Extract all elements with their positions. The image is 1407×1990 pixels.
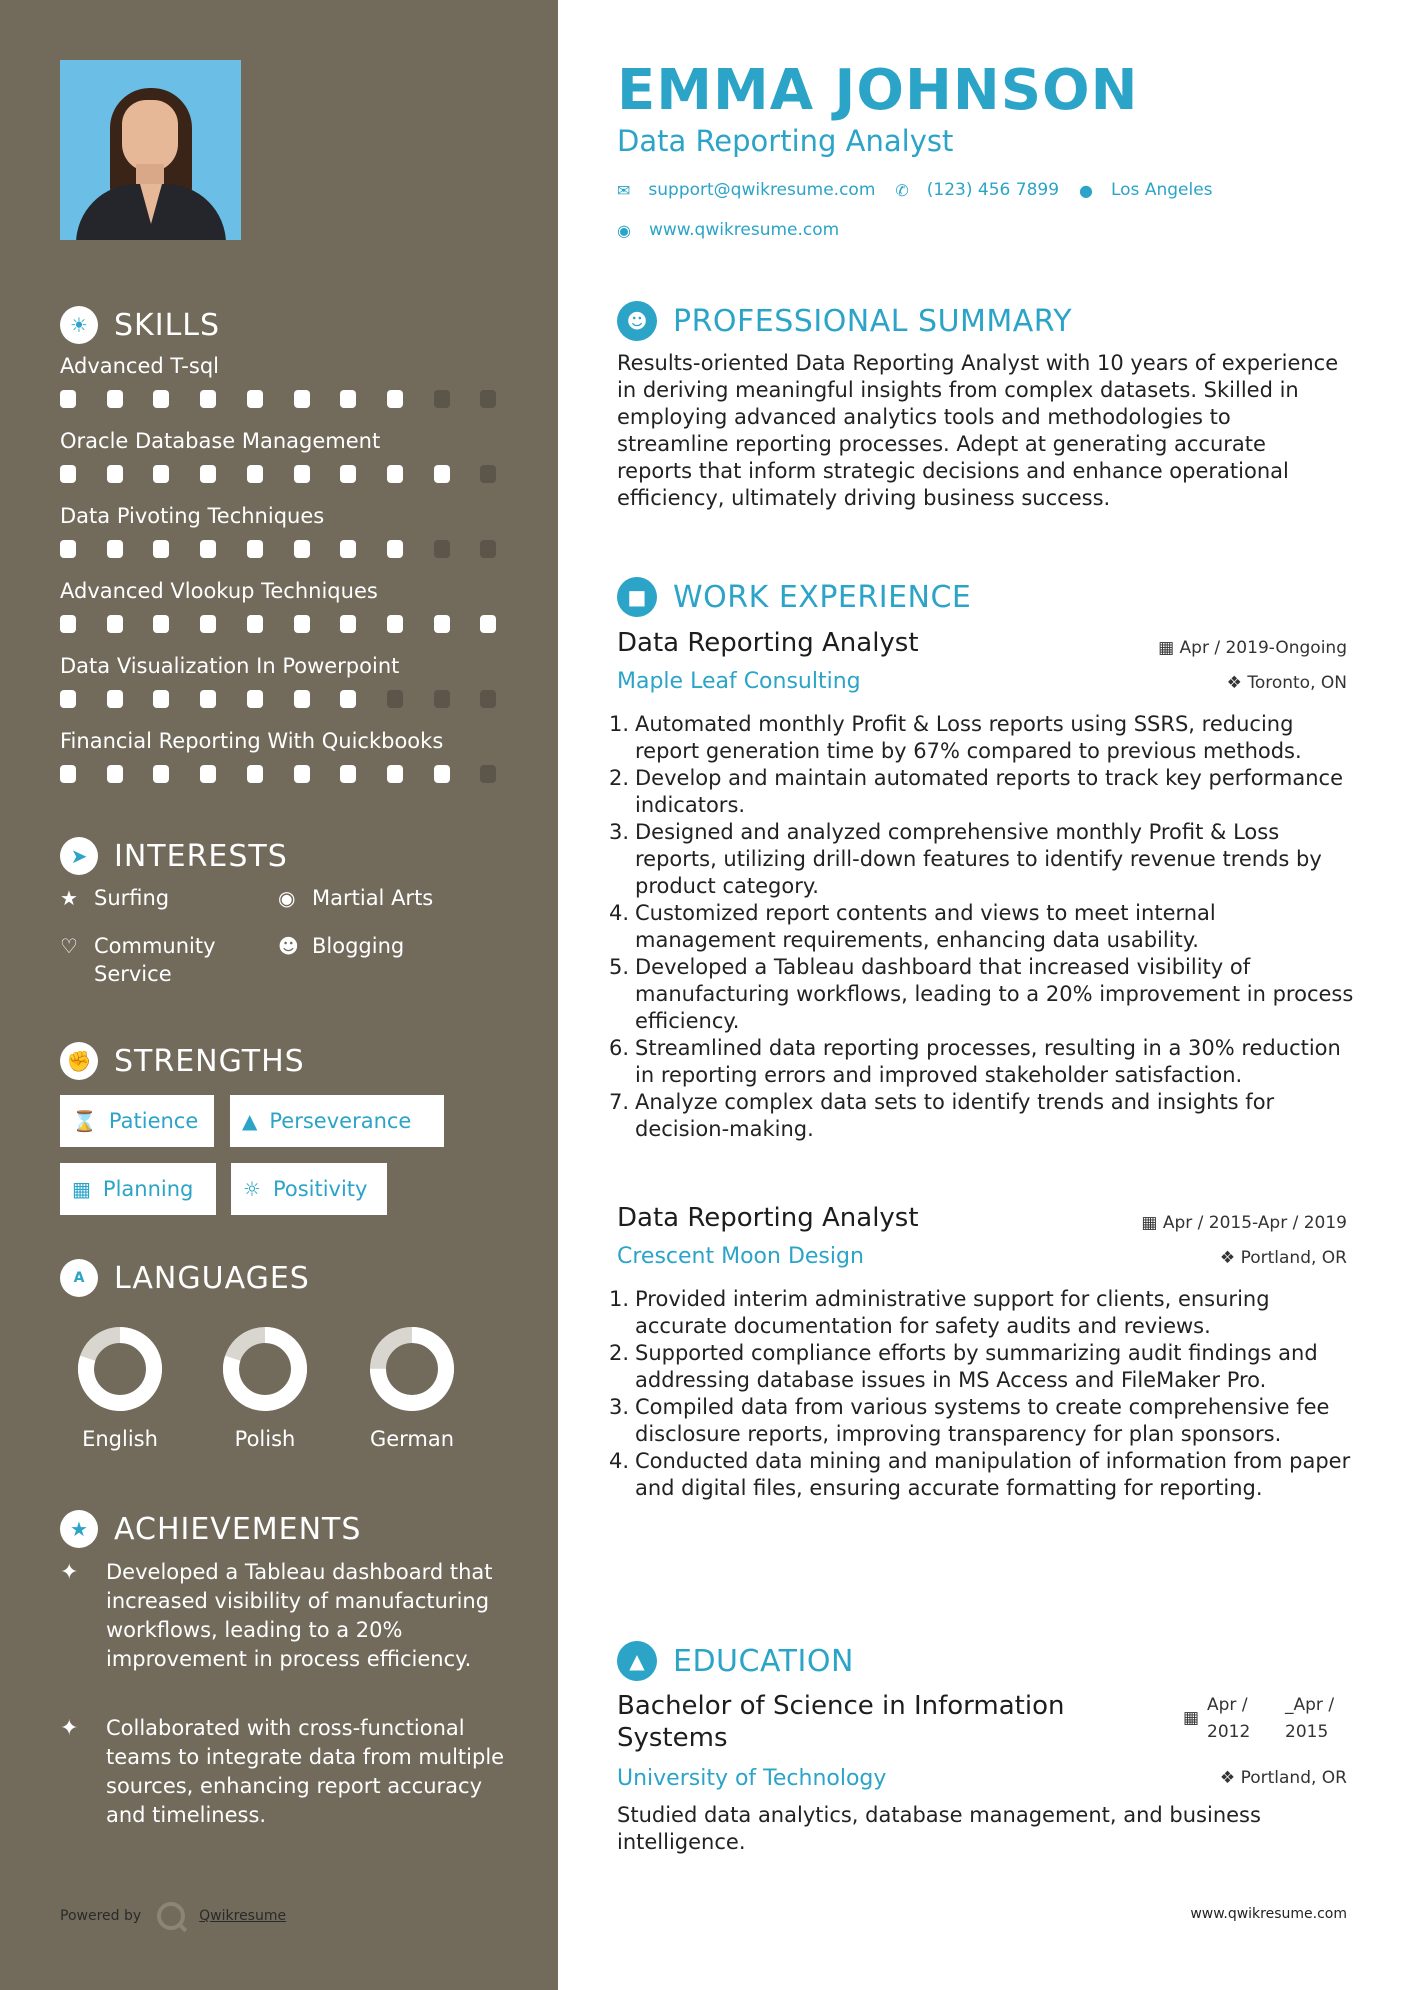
skill-item [60,727,500,787]
graduation-icon: ▲ [617,1641,657,1681]
skill-dot [294,540,310,558]
job-title: Data Reporting Analyst [617,628,919,658]
summary-heading: ☻ PROFESSIONAL SUMMARY [617,301,1072,341]
bullet-item [609,1286,1357,1340]
skill-item [60,502,500,562]
strengths-heading: ✊ STRENGTHS [60,1042,305,1080]
skill-dot [340,390,356,408]
skill-dot [340,690,356,708]
user-icon: ☻ [617,301,657,341]
skill-dot [387,765,403,783]
qwikresume-link[interactable]: Qwikresume [199,1908,287,1924]
education-degree: Bachelor of Science in Information Systems [617,1691,1065,1753]
skill-dot [294,615,310,633]
powered-by: Powered by Qwikresume [60,1902,286,1930]
skill-dot [387,690,403,708]
bullet-item [609,1394,1357,1448]
bullet-number: 1. [609,712,630,736]
skill-dot [387,465,403,483]
skill-dot [480,615,496,633]
skill-dot [340,465,356,483]
skill-dot [60,615,76,633]
shooting-star-icon: ✦ [60,1560,79,1585]
skill-dot [153,765,169,783]
bullet-number: 2. [609,1341,630,1365]
achievements-heading: ★ ACHIEVEMENTS [60,1510,361,1548]
skill-dot [107,690,123,708]
skill-dot [480,540,496,558]
language-ring [76,1325,164,1413]
interest-item: ★ Surfing [60,886,170,910]
pin-icon: ❖ [1219,1248,1236,1268]
skill-dot [247,690,263,708]
skill-dot [153,390,169,408]
skill-dot [434,465,450,483]
bullet-item [609,900,1357,954]
skill-dot [60,540,76,558]
bullet-number: 4. [609,901,630,925]
bullet-text: Customized report contents and views to meet internal management requirements, enhancing data usability. [635,901,1216,952]
bullet-text: Compiled data from various systems to create comprehensive fee disclosure reports, improving transparency for plan sponsors. [635,1395,1330,1446]
skill-dot [387,390,403,408]
skill-dot [107,765,123,783]
interests-heading: ➤ INTERESTS [60,837,288,875]
candidate-role: Data Reporting Analyst [617,124,954,158]
bullet-item [609,954,1357,1035]
contact-website[interactable]: ◉ www.qwikresume.com [617,220,840,240]
calendar-icon: ▦ [72,1177,91,1201]
map-pin-icon: ● [1079,180,1093,200]
users-icon: ☻ [278,934,299,958]
envelope-icon: ✉ [617,180,631,200]
job-bullets [609,711,1357,1143]
bullet-item [609,711,1357,765]
interest-item: ♡ Community Service [60,934,216,986]
job-date: ▦ Apr / 2019-Ongoing [1158,638,1347,658]
skill-dot [60,465,76,483]
skill-dot [200,540,216,558]
phone-icon: ✆ [895,180,909,200]
education-location: ❖ Portland, OR [1219,1768,1347,1788]
skill-dot [107,615,123,633]
calendar-icon: ▦ [1141,1213,1158,1233]
skill-dot [434,765,450,783]
skill-dot [153,540,169,558]
contact-row [617,180,1233,200]
skill-dot [247,540,263,558]
strength-badge: ▲ Perseverance [230,1095,444,1147]
skill-level-dots [60,540,500,562]
bullet-text: Streamlined data reporting processes, resulting in a 30% reduction in reporting errors and improved stakeholder satisfaction. [635,1036,1341,1087]
skill-dot [200,465,216,483]
bullet-item [609,1448,1357,1502]
job-location: ❖ Toronto, ON [1226,673,1347,693]
briefcase-icon: ■ [617,577,657,617]
skill-dot [153,615,169,633]
skill-dot [294,690,310,708]
strength-badge: ▦ Planning [60,1163,216,1215]
footer-website[interactable]: www.qwikresume.com [1190,1906,1347,1922]
globe-icon: ◉ [278,886,296,910]
bullet-item [609,819,1357,900]
skill-dot [434,390,450,408]
skill-level-dots [60,690,500,712]
interest-item: ◉ Martial Arts [278,886,434,910]
skill-dot [247,465,263,483]
skill-item [60,352,500,412]
skill-dot [107,390,123,408]
language-ring [221,1325,309,1413]
skill-dot [60,390,76,408]
job-company: Crescent Moon Design [617,1244,864,1269]
contact-phone[interactable]: ✆ (123) 456 7899 [895,180,1060,200]
skill-level-dots [60,615,500,637]
languages-heading: A LANGUAGES [60,1259,310,1297]
bullet-text: Develop and maintain automated reports to track key performance indicators. [635,766,1344,817]
lightbulb-icon: ☀ [60,306,98,344]
bullet-number: 4. [609,1449,630,1473]
bullet-number: 1. [609,1287,630,1311]
bullet-item [609,1089,1357,1143]
skill-dot [294,390,310,408]
profile-photo [60,60,241,240]
bullet-text: Developed a Tableau dashboard that increased visibility of manufacturing workflows, leading to a 20% improvement in process efficiency. [635,955,1354,1033]
skill-dot [434,540,450,558]
skill-level-dots [60,390,500,412]
education-date: ▦ Apr / 2012 _Apr / 2015 [1183,1692,1347,1746]
job-date: ▦ Apr / 2015-Apr / 2019 [1141,1213,1347,1233]
star-icon: ★ [60,886,78,910]
globe-icon: ◉ [617,220,631,240]
language-name: Polish [234,1427,296,1451]
skill-dot [434,690,450,708]
job-bullets [609,1286,1357,1502]
skill-name: Advanced Vlookup Techniques [60,579,378,603]
candidate-name: EMMA JOHNSON [617,58,1139,123]
sidebar [0,0,558,1990]
skill-dot [387,540,403,558]
fist-icon: ✊ [60,1042,98,1080]
contact-location: ● Los Angeles [1079,180,1213,200]
bullet-item [609,765,1357,819]
skills-heading: ☀ SKILLS [60,306,220,344]
skill-name: Financial Reporting With Quickbooks [60,729,444,753]
bullet-text: Conducted data mining and manipulation of information from paper and digital files, ensuring accurate formatting for reporting. [635,1449,1351,1500]
skill-dot [340,765,356,783]
handshake-icon: ♡ [60,934,78,958]
skill-name: Advanced T-sql [60,354,219,378]
bullet-number: 3. [609,820,630,844]
trophy-star-icon: ★ [60,1510,98,1548]
hourglass-icon: ⌛ [72,1109,97,1133]
skill-dot [200,765,216,783]
skill-dot [294,465,310,483]
skill-name: Data Visualization In Powerpoint [60,654,400,678]
bullet-number: 3. [609,1395,630,1419]
job-location: ❖ Portland, OR [1219,1248,1347,1268]
bullet-text: Supported compliance efforts by summarizing audit findings and addressing database issues in MS Access and FileMaker Pro. [635,1341,1318,1392]
skill-dot [247,765,263,783]
skill-dot [480,390,496,408]
pin-icon: ❖ [1219,1768,1236,1788]
skill-dot [153,465,169,483]
bullet-number: 5. [609,955,630,979]
skill-dot [340,540,356,558]
language-item [342,1325,482,1451]
skill-dot [107,540,123,558]
bullet-item [609,1340,1357,1394]
bullet-number: 2. [609,766,630,790]
bullet-text: Designed and analyzed comprehensive monthly Profit & Loss reports, utilizing drill-down features to identify revenue trends by product category. [635,820,1322,898]
skill-dot [200,615,216,633]
education-heading: ▲ EDUCATION [617,1641,854,1681]
shooting-star-icon: ✦ [60,1716,79,1741]
qwikresume-logo-icon [157,1902,185,1930]
sun-icon: ☼ [243,1177,261,1201]
education-school: University of Technology [617,1766,887,1791]
skill-dot [200,690,216,708]
language-ring [368,1325,456,1413]
skill-dot [247,390,263,408]
bullet-number: 7. [609,1090,630,1114]
skill-level-dots [60,465,500,487]
skill-name: Oracle Database Management [60,429,381,453]
language-name: English [82,1427,158,1451]
job-title: Data Reporting Analyst [617,1203,919,1233]
skill-dot [434,615,450,633]
skill-dot [60,690,76,708]
calendar-icon: ▦ [1182,1708,1199,1728]
contact-row [617,220,859,240]
skill-level-dots [60,765,500,787]
summary-text: Results-oriented Data Reporting Analyst with 10 years of experience in deriving meaningful insights from complex datasets. Skilled in employing advanced analytics tools and methodologies to streamline reporting processes. Adept at generating accurate reports that inform strategic decisions and enhance operational efficiency, ultimately driving business success. [617,351,1339,510]
bullet-text: Analyze complex data sets to identify trends and insights for decision-making. [635,1090,1275,1141]
skill-item [60,577,500,637]
job-company: Maple Leaf Consulting [617,669,861,694]
bullet-item [609,1035,1357,1089]
language-name: German [369,1427,455,1451]
bullet-number: 6. [609,1036,630,1060]
skill-dot [107,465,123,483]
bullet-text: Automated monthly Profit & Loss reports using SSRS, reducing report generation time by 67% compared to previous methods. [635,712,1302,763]
skill-dot [60,765,76,783]
skill-dot [480,465,496,483]
skill-item [60,652,500,712]
skill-dot [480,765,496,783]
achievement-item: ✦ Collaborated with cross-functional teams to integrate data from multiple sources, enhancing report accuracy and timeliness. [60,1714,510,1830]
contact-email[interactable]: ✉ support@qwikresume.com [617,180,876,200]
achievement-item: ✦ Developed a Tableau dashboard that increased visibility of manufacturing workflows, leading to a 20% improvement in process efficiency. [60,1558,510,1674]
skill-dot [200,390,216,408]
skill-dot [294,765,310,783]
experience-heading: ■ WORK EXPERIENCE [617,577,971,617]
pin-icon: ❖ [1226,673,1242,693]
skill-dot [480,690,496,708]
skill-dot [153,690,169,708]
skill-dot [247,615,263,633]
skill-name: Data Pivoting Techniques [60,504,325,528]
language-icon: A [60,1259,98,1297]
education-description: Studied data analytics, database management, and business intelligence. [617,1803,1261,1854]
interest-item: ☻ Blogging [278,934,405,958]
paper-plane-icon: ➤ [60,837,98,875]
language-item [50,1325,190,1451]
skill-item [60,427,500,487]
bullet-text: Provided interim administrative support for clients, ensuring accurate documentation for safety audits and reviews. [635,1287,1270,1338]
skill-dot [340,615,356,633]
calendar-icon: ▦ [1158,638,1175,658]
language-item [195,1325,335,1451]
strength-badge: ⌛ Patience [60,1095,214,1147]
strength-badge: ☼ Positivity [231,1163,387,1215]
road-icon: ▲ [242,1109,258,1133]
skill-dot [387,615,403,633]
